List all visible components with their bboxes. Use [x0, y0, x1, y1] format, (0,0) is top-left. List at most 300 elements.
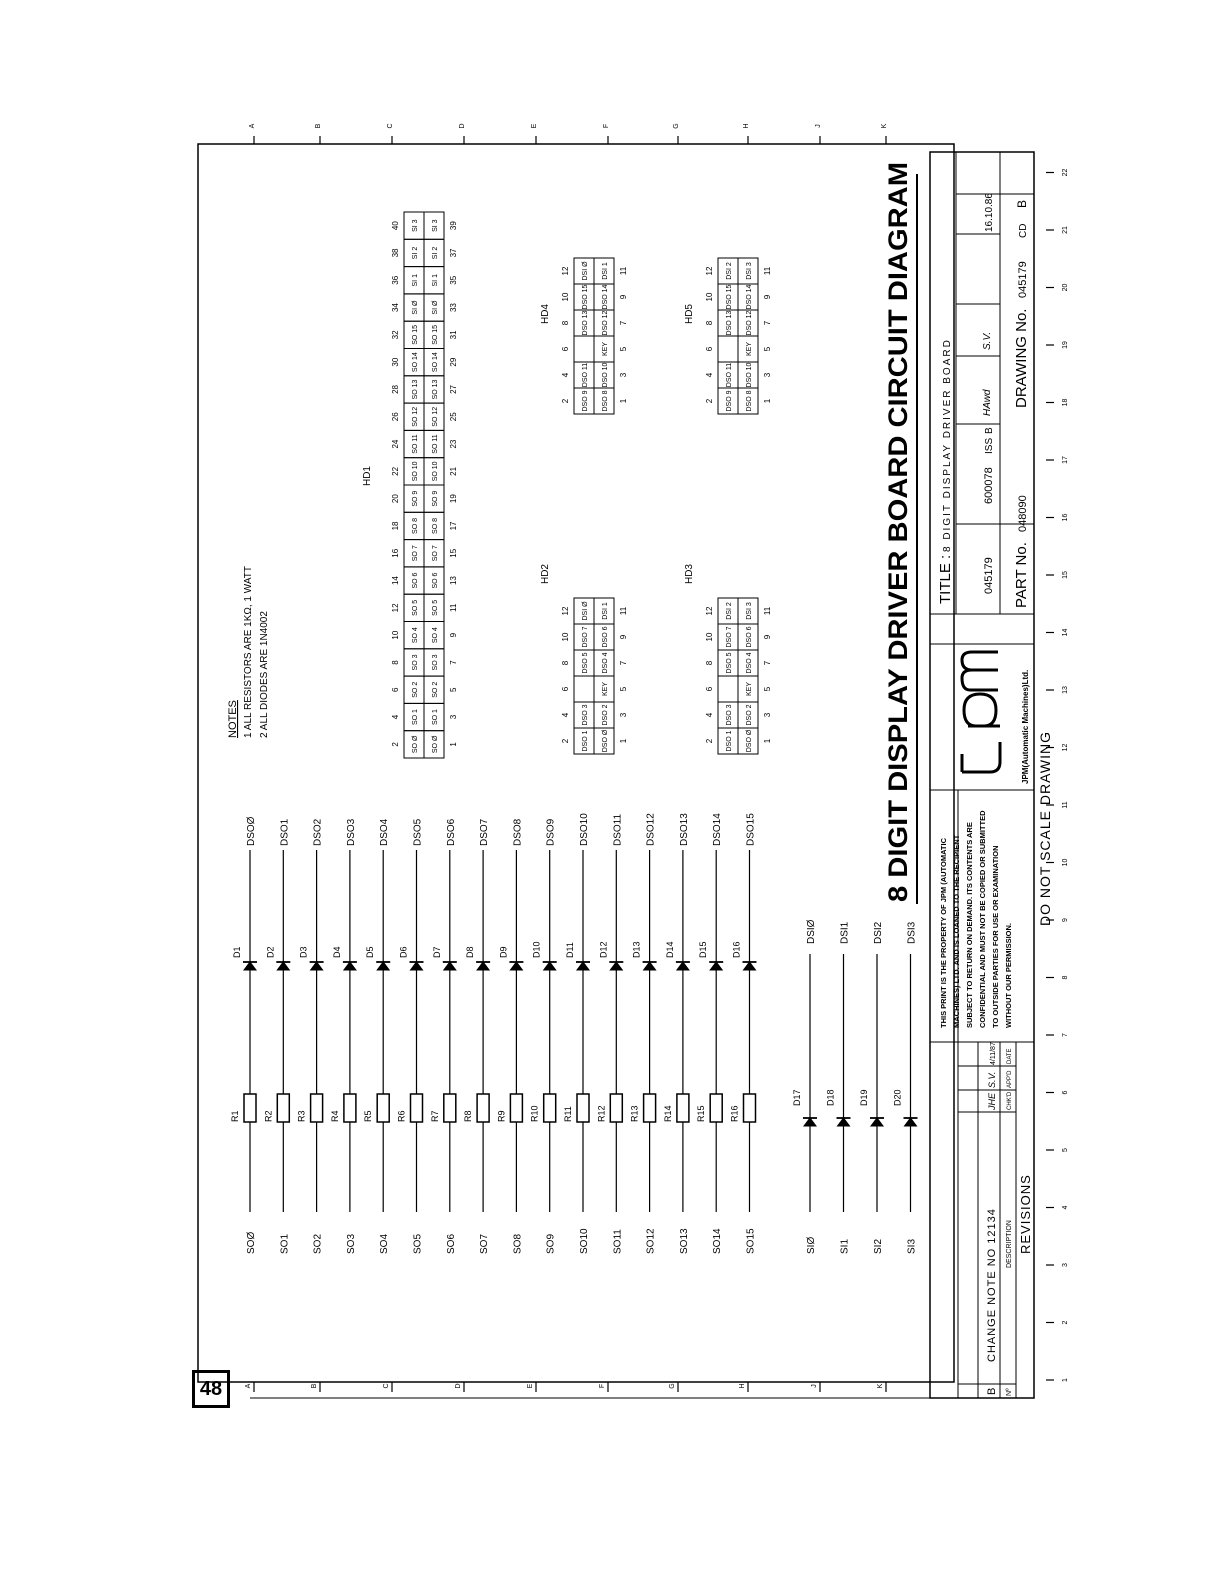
pin-number: 10: [561, 292, 570, 302]
connector-cell-label: DSO Ø: [602, 729, 609, 753]
connector-cell-label: DSO 12: [746, 310, 753, 336]
pin-number: 6: [561, 346, 570, 352]
grid-letter-bottom: H: [739, 1383, 746, 1389]
diode-label: D3: [298, 946, 309, 958]
connector-cell-label: SO 4: [412, 627, 419, 644]
connector-cell-label: SO 12: [432, 406, 439, 427]
resistor-symbol: [510, 1094, 522, 1122]
resistor-symbol: [710, 1094, 722, 1122]
connector-cell-label: SO 15: [412, 324, 419, 345]
connector-cell-label: SO 14: [432, 352, 439, 373]
resistor-symbol: [477, 1094, 489, 1122]
grid-number-right: 12: [1062, 743, 1069, 752]
connector-cell-label: DSO 15: [582, 284, 589, 310]
diode-label: D7: [431, 946, 442, 958]
grid-number-right: 3: [1062, 1263, 1069, 1267]
diode-label: D8: [465, 946, 476, 958]
pin-number: 10: [391, 630, 400, 640]
input-label: SO6: [445, 1233, 457, 1254]
diode-label: D20: [892, 1089, 903, 1106]
diode-label: D5: [365, 946, 376, 958]
resistor-symbol: [610, 1094, 622, 1122]
resistor-label: R6: [396, 1110, 407, 1122]
diode-label: D9: [498, 946, 509, 958]
input-label: SO15: [745, 1228, 757, 1254]
pin-number: 10: [705, 292, 714, 302]
connector-cell-label: DSO 13: [582, 310, 589, 336]
resistor-label: R3: [296, 1110, 307, 1122]
revisions-heading: REVISIONS: [1018, 1174, 1033, 1254]
connector-label: HD2: [540, 563, 551, 585]
grid-reference-marks: [245, 123, 1069, 1392]
cd-label: CD: [1018, 223, 1029, 238]
connector-cell-label: SO 6: [412, 572, 419, 589]
input-label: SO10: [579, 1228, 590, 1254]
connector-cell-label: DSI Ø: [582, 601, 589, 621]
page-number: 48: [192, 1370, 230, 1408]
connector-cell-label: DSO 6: [746, 626, 753, 648]
resistor-label: R16: [729, 1105, 740, 1122]
pin-number: 9: [449, 632, 458, 638]
diode-symbol: [644, 962, 656, 970]
diode-symbol: [744, 962, 756, 970]
grid-letter-bottom: K: [877, 1383, 884, 1389]
pin-number: 8: [561, 320, 570, 326]
connector-cell-label: DSO 7: [726, 626, 733, 648]
rotated-drawing: [227, 152, 1053, 1398]
note-line-1: 1 ALL RESISTORS ARE 1KΩ, 1 WATT: [243, 566, 254, 738]
diode-symbol: [444, 962, 456, 970]
connector-cell-label: SO 2: [432, 681, 439, 698]
pin-number: 33: [449, 303, 458, 313]
connector-cell-label: SO 5: [432, 599, 439, 616]
connector-cell-label: KEY: [602, 681, 609, 697]
connector-cell-label: SO 9: [432, 490, 439, 507]
connector-cell-label: SI 2: [432, 246, 439, 260]
output-label: DSI1: [839, 921, 851, 944]
grid-number-right: 17: [1062, 456, 1069, 464]
diode-symbol: [311, 962, 323, 970]
rev-checked: JHE: [987, 1092, 997, 1110]
grid-number-right: 13: [1062, 686, 1069, 694]
pin-number: 8: [705, 320, 714, 326]
pin-number: 35: [449, 275, 458, 285]
pin-number: 6: [561, 686, 570, 692]
connector-cell-label: SO 13: [432, 379, 439, 400]
resistor-symbol: [444, 1094, 456, 1122]
pin-number: 32: [391, 330, 400, 340]
pin-number: 7: [619, 320, 628, 326]
pin-number: 27: [449, 384, 458, 394]
grid-number-right: 7: [1062, 1033, 1069, 1037]
connector-cell-label: SO 11: [412, 434, 419, 454]
grid-letter-top: F: [603, 123, 610, 129]
pin-number: 3: [619, 372, 628, 378]
connector-cell-label: DSO 13: [726, 310, 733, 336]
connector-cell-label: DSO 8: [746, 390, 753, 412]
grid-letter-top: E: [531, 123, 538, 129]
diode-symbol: [610, 962, 622, 970]
pin-number: 2: [561, 398, 570, 404]
diode-label: D2: [265, 946, 276, 958]
connector-cell-label: KEY: [746, 681, 753, 697]
connector-cell: [718, 676, 738, 702]
connector-label: HD4: [540, 303, 551, 325]
connector-cell-label: SO 1: [432, 709, 439, 726]
pin-number: 18: [391, 521, 400, 531]
pin-number: 1: [619, 398, 628, 404]
revisions-table: [958, 1042, 1033, 1398]
output-label: DSO14: [712, 813, 724, 846]
pin-number: 23: [449, 439, 458, 449]
connector-cell-label: DSO 1: [582, 730, 589, 752]
grid-letter-bottom: D: [455, 1383, 462, 1389]
pin-number: 4: [705, 712, 714, 718]
rev-col-appd: APP'D: [1007, 1070, 1013, 1088]
input-label: SIØ: [806, 1236, 817, 1254]
confidential-notice: [939, 810, 1013, 1028]
pin-number: 13: [449, 576, 458, 586]
output-label: DSO11: [612, 813, 624, 846]
pin-number: 1: [763, 398, 772, 404]
connector-cell-label: SO 3: [432, 654, 439, 671]
resistor-label: R12: [596, 1105, 607, 1122]
pin-number: 5: [763, 686, 772, 692]
input-label: SO5: [412, 1233, 424, 1254]
pin-number: 12: [705, 606, 714, 616]
main-title: 8 DIGIT DISPLAY DRIVER BOARD CIRCUIT DIAGRAM: [883, 216, 913, 902]
pin-number: 11: [619, 266, 628, 276]
pin-number: 9: [763, 634, 772, 640]
grid-letter-top: J: [815, 124, 822, 128]
connector-cell-label: SO 11: [432, 434, 439, 454]
resistor-label: R2: [263, 1110, 274, 1122]
connector-label: HD1: [362, 465, 373, 487]
connector-cell-label: DSI Ø: [582, 261, 589, 281]
resistor-label: R11: [563, 1106, 573, 1122]
diode-symbol: [804, 1118, 816, 1126]
pin-number: 5: [619, 346, 628, 352]
resistor-label: R1: [230, 1110, 240, 1122]
diode-label: D19: [859, 1089, 869, 1106]
connector-cell-label: DSI 1: [602, 262, 609, 280]
resistor-symbol: [677, 1094, 689, 1122]
grid-number-right: 21: [1062, 226, 1069, 234]
input-label: SO12: [645, 1228, 657, 1254]
input-label: SOØ: [246, 1231, 257, 1254]
pin-number: 6: [705, 686, 714, 692]
pin-number: 12: [561, 606, 570, 616]
resistor-symbol: [411, 1094, 423, 1122]
output-label: DSO13: [678, 813, 690, 846]
connector-cell-label: DSO 1: [726, 730, 733, 752]
connector-cell-label: DSI 2: [726, 602, 733, 620]
output-label: DSO10: [579, 813, 590, 846]
pin-number: 11: [763, 606, 772, 616]
grid-number-right: 14: [1062, 628, 1069, 637]
pin-number: 3: [449, 714, 458, 720]
pin-number: 25: [449, 412, 458, 422]
pin-number: 1: [619, 738, 628, 744]
connector-cell-label: DSI 3: [746, 262, 753, 280]
connector-cell-label: SO 10: [412, 461, 419, 482]
diode-symbol: [577, 962, 589, 970]
grid-letter-top: B: [315, 123, 322, 129]
connector-cell-label: DSO 4: [602, 652, 609, 674]
grid-number-right: 11: [1062, 801, 1069, 809]
resistor-label: R4: [329, 1110, 340, 1122]
diode-label: D18: [825, 1089, 836, 1106]
grid-number-right: 1: [1062, 1378, 1069, 1382]
pin-number: 2: [705, 738, 714, 744]
pin-number: 4: [705, 372, 714, 378]
confidential-line: THIS PRINT IS THE PROPERTY OF JPM (AUTOMATIC: [939, 837, 948, 1028]
confidential-line: TO OUTSIDE PARTIES FOR USE OR EXAMINATION: [991, 845, 1000, 1028]
pin-number: 7: [763, 320, 772, 326]
connector-cell-label: DSO 3: [726, 704, 733, 726]
connector-cell-label: SO 8: [412, 517, 419, 534]
diode-label: D17: [792, 1089, 802, 1106]
connector-cell-label: SO 10: [432, 461, 439, 482]
input-label: SO14: [712, 1228, 724, 1254]
input-label: SO9: [545, 1233, 557, 1254]
pin-number: 3: [619, 712, 628, 718]
grid-number-right: 5: [1062, 1148, 1069, 1152]
connector-cell-label: DSO 10: [746, 362, 753, 388]
diode-symbol: [244, 962, 256, 970]
pin-number: 2: [561, 738, 570, 744]
grid-letter-bottom: A: [245, 1383, 252, 1389]
pin-number: 28: [391, 384, 400, 394]
notes-block: [227, 566, 270, 738]
input-label: SO11: [612, 1229, 624, 1254]
pin-number: 11: [619, 606, 628, 616]
input-label: SI2: [873, 1238, 884, 1254]
title-value: 8 DIGIT DISPLAY DRIVER BOARD: [942, 338, 953, 552]
resistor-label: R13: [629, 1105, 640, 1122]
resistor-label: R10: [529, 1105, 540, 1122]
grid-number-right: 18: [1062, 398, 1069, 407]
connector-cell-label: SI 3: [432, 219, 439, 232]
connector-cell-label: SO 5: [412, 599, 419, 616]
grid-letter-top: K: [881, 123, 888, 129]
pin-number: 9: [619, 294, 628, 300]
signature-checked: S.V.: [982, 331, 993, 350]
part-no-value: 048090: [1017, 495, 1029, 532]
connector-cell-label: SI 2: [412, 246, 419, 260]
output-label: DSO1: [279, 818, 291, 846]
input-diode-network: [792, 919, 918, 1254]
pin-number: 1: [449, 742, 458, 747]
part-no-label: PART No.: [1013, 542, 1030, 608]
pin-number: 5: [449, 687, 458, 692]
connector-cell-label: SO 8: [432, 517, 439, 534]
connector-cell-label: DSO 15: [726, 284, 733, 310]
grid-letter-bottom: E: [527, 1383, 534, 1389]
pin-number: 8: [391, 660, 400, 665]
pin-number: 10: [561, 632, 570, 642]
grid-number-right: 22: [1062, 168, 1069, 177]
grid-letter-top: G: [673, 123, 680, 129]
resistor-symbol: [277, 1094, 289, 1122]
diode-symbol: [905, 1118, 917, 1126]
rev-approved: S.V.: [987, 1071, 997, 1088]
connector-cell-label: DSO 5: [726, 652, 733, 674]
confidential-line: MACHINES) LTD. AND IS LOANED TO THE RECIPIENT: [952, 834, 961, 1028]
resistor-symbol: [577, 1094, 589, 1122]
diode-symbol: [411, 962, 423, 970]
diode-symbol: [677, 962, 689, 970]
grid-number-right: 4: [1062, 1205, 1069, 1210]
grid-number-right: 10: [1062, 858, 1069, 867]
grid-letter-top: C: [387, 123, 394, 129]
signature-drawn: HAwd: [982, 389, 993, 416]
diode-label: D14: [664, 941, 675, 958]
output-label: DSO15: [745, 813, 757, 846]
connector-cell-label: SO 7: [432, 545, 439, 562]
connector-cell-label: SO 13: [412, 379, 419, 400]
diode-label: D1: [232, 946, 242, 958]
resistor-symbol: [244, 1094, 256, 1122]
resistor-symbol: [344, 1094, 356, 1122]
output-label: DSO9: [545, 818, 557, 846]
pin-number: 3: [763, 712, 772, 718]
grid-letter-bottom: F: [599, 1383, 606, 1389]
connector-cell-label: KEY: [602, 341, 609, 357]
pin-number: 16: [391, 548, 400, 558]
confidential-line: SUBJECT TO RETURN ON DEMAND. ITS CONTENTS ARE: [965, 822, 974, 1028]
confidential-line: CONFIDENTIAL AND MUST NOT BE COPIED OR SUBMITTED: [978, 810, 987, 1028]
confidential-line: WITHOUT OUR PERMISSION.: [1004, 923, 1013, 1028]
connector-cell-label: SI 1: [412, 274, 419, 287]
diode-symbol: [871, 1118, 883, 1126]
connector-label: HD3: [684, 563, 695, 585]
pin-number: 11: [763, 266, 772, 276]
grid-number-right: 2: [1062, 1320, 1069, 1325]
connector-cell-label: SI Ø: [432, 300, 439, 315]
connector-cell-label: DSO 8: [602, 390, 609, 412]
connector-cell-label: SO 1: [412, 709, 419, 726]
input-label: SO13: [678, 1228, 690, 1254]
pin-number: 2: [705, 398, 714, 404]
output-label: DSI3: [906, 921, 918, 944]
output-label: DSO5: [412, 818, 424, 846]
grid-number-right: 15: [1062, 571, 1069, 579]
connector-cell-label: DSI 2: [726, 262, 733, 280]
rev-col-chkd: CHK'D: [1007, 1091, 1013, 1110]
diode-label: D6: [398, 946, 409, 958]
grid-letter-bottom: G: [669, 1383, 676, 1389]
grid-letter-top: D: [459, 123, 466, 129]
diode-label: D4: [331, 946, 342, 958]
diode-symbol: [277, 962, 289, 970]
connector-cell-label: SO 14: [412, 352, 419, 373]
connector-cell-label: SO 6: [432, 572, 439, 589]
resistor-symbol: [744, 1094, 756, 1122]
connector-cell: [574, 336, 594, 362]
pin-number: 8: [705, 660, 714, 666]
pin-number: 9: [763, 294, 772, 300]
grid-letter-top: A: [249, 123, 256, 129]
pin-number: 19: [449, 494, 458, 504]
pin-number: 7: [449, 660, 458, 665]
connector-cell-label: DSO 14: [602, 284, 609, 310]
connector-cell-label: DSO 14: [746, 284, 753, 310]
diode-label: D11: [565, 942, 575, 958]
input-label: SO2: [312, 1233, 324, 1254]
grid-number-right: 19: [1062, 341, 1069, 349]
grid-letter-top: H: [743, 123, 750, 129]
diode-symbol: [477, 962, 489, 970]
connector-cell-label: DSO 11: [582, 362, 589, 388]
grid-number-right: 8: [1062, 975, 1069, 980]
connector-cell-label: DSO 12: [602, 310, 609, 336]
output-label: DSO7: [479, 818, 491, 846]
connector-cell-label: DSO 9: [726, 390, 733, 412]
pin-number: 38: [391, 248, 400, 258]
rev-date: 4/11/87: [990, 1042, 997, 1065]
notes-heading: NOTES: [227, 700, 239, 738]
input-label: SO4: [379, 1233, 391, 1254]
pin-number: 8: [561, 660, 570, 666]
drawing-no-value: 045179: [1017, 261, 1029, 298]
pin-number: 1: [763, 738, 772, 744]
output-label: DSOØ: [246, 816, 257, 846]
grid-number-right: 6: [1062, 1090, 1069, 1095]
diode-symbol: [544, 962, 556, 970]
connector-cell-label: DSO 9: [582, 390, 589, 412]
pin-number: 4: [391, 714, 400, 720]
connector-cell-label: DSO 3: [582, 704, 589, 726]
pin-number: 26: [391, 412, 400, 422]
output-label: DSIØ: [806, 919, 817, 944]
title-label: TITLE :: [937, 554, 954, 604]
output-label: DSO4: [379, 818, 391, 846]
connector-cell-label: KEY: [746, 341, 753, 357]
connector-cell-label: SO 4: [432, 627, 439, 644]
diode-label: D10: [531, 941, 542, 958]
company-name: JPM(Automatic Machines)Ltd.: [1021, 669, 1030, 784]
pin-number: 40: [391, 221, 400, 231]
rev-description: CHANGE NOTE NO 12134: [986, 1208, 998, 1362]
connector-cell-label: SO 15: [432, 324, 439, 345]
pin-number: 34: [391, 303, 400, 313]
connector-cell-label: SI Ø: [412, 300, 419, 315]
pin-number: 6: [705, 346, 714, 352]
pin-number: 9: [619, 634, 628, 640]
connector-cell-label: DSO 2: [746, 704, 753, 726]
grid-number-right: 20: [1062, 283, 1069, 292]
pin-number: 7: [619, 660, 628, 666]
connector-cell-label: DSI 3: [746, 602, 753, 620]
pin-number: 20: [391, 494, 400, 504]
resistor-label: R9: [496, 1110, 507, 1122]
resistor-label: R5: [363, 1110, 374, 1122]
pin-number: 5: [619, 686, 628, 692]
input-label: SI3: [906, 1238, 918, 1254]
connector-cell-label: DSO 10: [602, 362, 609, 388]
connector-cell-label: DSO 5: [582, 652, 589, 674]
diode-label: D15: [698, 941, 709, 958]
pin-number: 7: [763, 660, 772, 666]
connector-cell-label: SO Ø: [412, 735, 419, 754]
resistor-label: R15: [696, 1105, 707, 1122]
connector-cell: [718, 336, 738, 362]
connector-cell-label: DSO Ø: [746, 729, 753, 753]
drawing-no-label: DRAWING No.: [1013, 308, 1030, 408]
assembly-no-value: 045179: [983, 557, 995, 594]
output-label: DSO8: [512, 818, 524, 846]
